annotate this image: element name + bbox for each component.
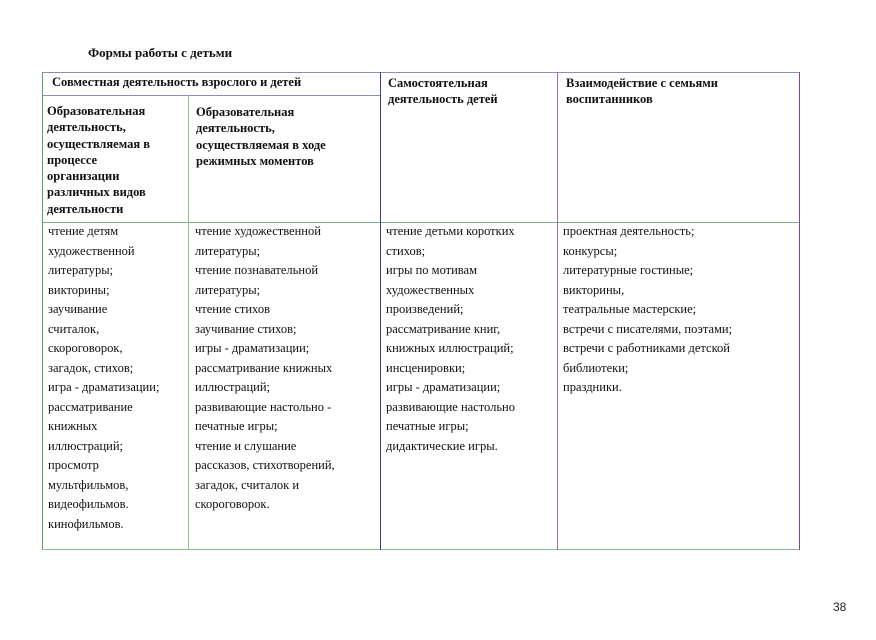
list-item: произведений; <box>386 302 464 316</box>
header-line: организации <box>47 169 120 184</box>
column-divider-3 <box>557 72 558 550</box>
list-item: игры - драматизации; <box>195 341 310 355</box>
list-item: скороговорок. <box>195 497 270 511</box>
cell-routine-forms <box>195 222 335 515</box>
header-inner-border <box>42 95 380 96</box>
header-line: деятельность, <box>196 121 275 136</box>
list-item: викторины; <box>48 282 110 297</box>
list-item: книжных <box>48 419 98 433</box>
header-line: осуществляемая в <box>47 136 151 151</box>
list-item: рассказов, стихотворений, <box>195 458 335 472</box>
header-educational-organized <box>47 103 150 217</box>
list-item: инсценировки; <box>386 360 466 375</box>
header-line: воспитанников <box>566 92 653 107</box>
header-family-interaction <box>566 75 718 108</box>
list-item: проектная деятельность; <box>563 224 695 238</box>
list-item: просмотр <box>48 458 99 472</box>
header-line: Образовательная <box>47 104 146 118</box>
list-item: литературы; <box>195 243 261 258</box>
list-item: заучивание <box>48 302 108 316</box>
list-item: стихов; <box>386 243 426 258</box>
list-item: встречи с работниками детской <box>563 341 730 355</box>
cell-family-forms <box>563 222 732 398</box>
list-item: рассматривание книжных <box>195 360 333 375</box>
list-item: чтение и слушание <box>195 438 297 453</box>
list-item: иллюстраций; <box>195 380 271 394</box>
header-line: процессе <box>47 152 98 167</box>
cell-joint-organized-forms <box>48 222 159 534</box>
header-independent-activity <box>388 75 498 108</box>
list-item: кинофильмов. <box>48 516 124 531</box>
cell-independent-forms <box>386 222 515 456</box>
list-item: театральные мастерские; <box>563 302 697 316</box>
list-item: литературные гостиные; <box>563 263 694 277</box>
list-item: викторины, <box>563 282 625 297</box>
list-item: дидактические игры. <box>386 438 498 453</box>
list-item: игра - драматизации; <box>48 380 160 394</box>
list-item: скороговорок, <box>48 341 123 355</box>
list-item: видеофильмов. <box>48 497 129 511</box>
list-item: развивающие настольно <box>386 399 515 414</box>
list-item: печатные игры; <box>386 419 469 433</box>
header-line: деятельность, <box>47 120 126 135</box>
list-item: развивающие настольно - <box>195 399 332 414</box>
list-item: загадок, стихов; <box>48 360 134 375</box>
list-item: чтение стихов <box>195 302 270 316</box>
list-item: мультфильмов, <box>48 477 129 492</box>
column-divider-2 <box>380 72 381 550</box>
list-item: рассматривание <box>48 399 133 414</box>
page-title: Формы работы с детьми <box>88 45 233 60</box>
header-line: осуществляемая в ходе <box>196 137 326 152</box>
list-item: литературы; <box>195 282 261 297</box>
list-item: чтение детьми коротких <box>386 224 515 238</box>
header-line: Самостоятельная <box>388 76 488 90</box>
list-item: игры - драматизации; <box>386 380 501 394</box>
list-item: заучивание стихов; <box>195 321 297 336</box>
page-number: 38 <box>833 600 847 614</box>
list-item: литературы; <box>48 263 114 277</box>
header-line: деятельности <box>47 201 124 216</box>
list-item: печатные игры; <box>195 419 278 433</box>
column-divider-1 <box>188 95 189 550</box>
list-item: художественной <box>48 243 135 258</box>
list-item: художественных <box>386 282 475 297</box>
list-item: праздники. <box>563 380 622 394</box>
list-item: чтение познавательной <box>195 263 319 277</box>
list-item: библиотеки; <box>563 360 629 375</box>
list-item: встречи с писателями, поэтами; <box>563 321 733 336</box>
list-item: иллюстраций; <box>48 438 124 453</box>
table-bottom-border <box>42 549 800 550</box>
header-joint-activity: Совместная деятельность взрослого и детей <box>52 75 302 89</box>
list-item: чтение художественной <box>195 224 321 238</box>
header-line: различных видов <box>47 185 146 200</box>
list-item: игры по мотивам <box>386 263 477 277</box>
table-left-border <box>42 72 43 550</box>
table-right-border <box>799 72 800 550</box>
list-item: конкурсы; <box>563 243 618 258</box>
list-item: чтение детям <box>48 224 119 238</box>
list-item: рассматривание книг, <box>386 321 501 336</box>
header-line: Взаимодействие с семьями <box>566 76 718 90</box>
list-item: считалок, <box>48 321 100 336</box>
table-top-border <box>42 72 800 73</box>
list-item: книжных иллюстраций; <box>386 341 514 355</box>
header-line: Образовательная <box>196 105 295 119</box>
list-item: загадок, считалок и <box>195 477 300 492</box>
header-educational-routine <box>196 104 326 169</box>
header-line: режимных моментов <box>196 153 314 168</box>
header-line: деятельность детей <box>388 92 498 107</box>
